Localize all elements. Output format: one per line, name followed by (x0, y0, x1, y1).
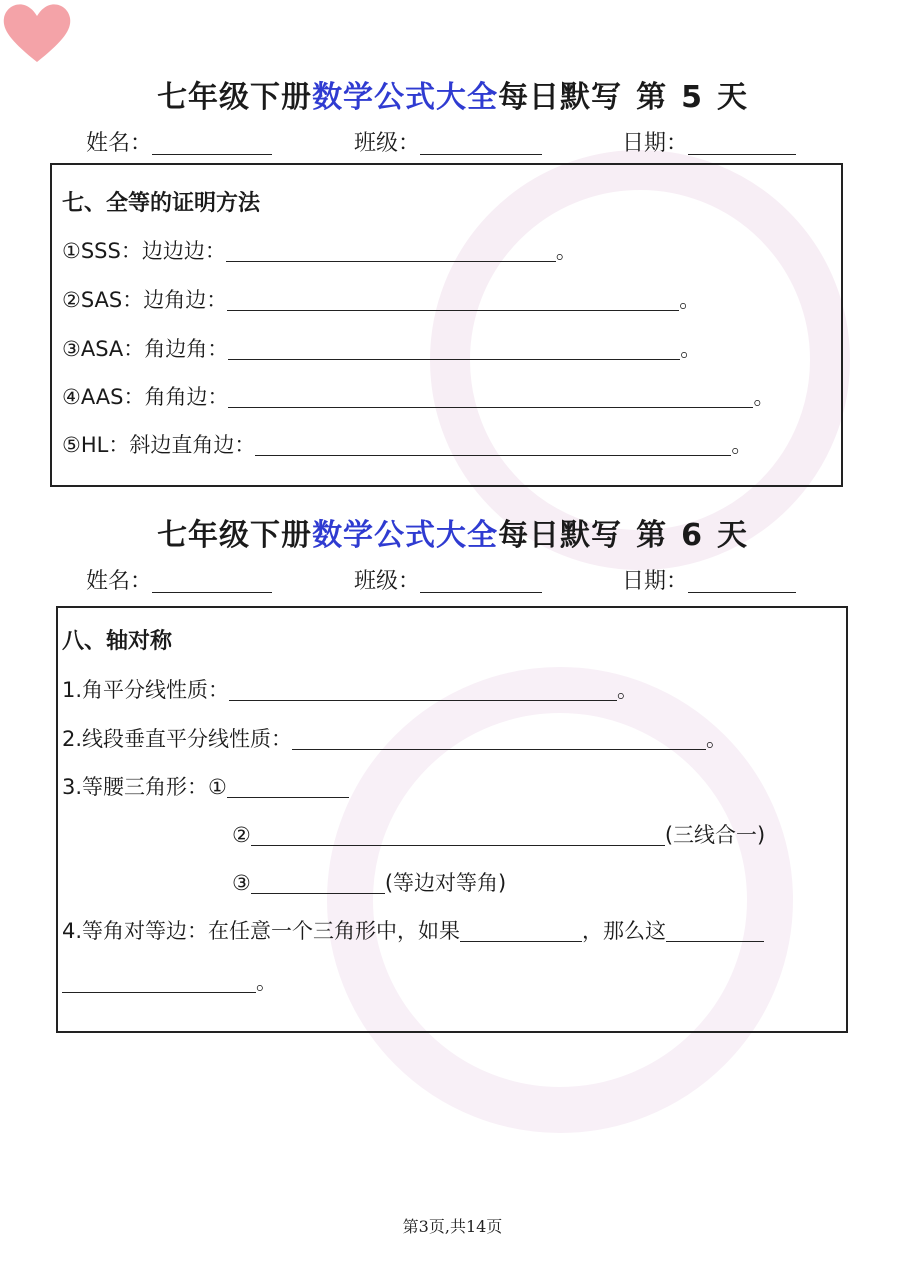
date-label: 日期： (622, 569, 689, 594)
name-blank[interactable] (152, 570, 272, 593)
name-blank[interactable] (152, 132, 272, 155)
answer-blank[interactable] (227, 288, 679, 311)
list-item (62, 966, 277, 996)
title-day: 天 (716, 80, 748, 115)
title-di: 第 (636, 518, 668, 553)
answer-blank[interactable] (666, 919, 764, 942)
answer-blank[interactable] (228, 385, 753, 408)
title-day-number: 6 (681, 518, 703, 553)
item-label: ② (232, 823, 251, 847)
item-label: 2.线段垂直平分线性质： (62, 727, 293, 751)
end-mark: 。 (731, 433, 753, 457)
answer-blank[interactable] (226, 239, 556, 262)
item-label: ①SSS：边边边： (62, 239, 226, 263)
item-label: ③ (232, 871, 251, 895)
item-label: ②SAS：边角边： (62, 288, 228, 312)
list-item (62, 284, 700, 314)
title-di: 第 (636, 80, 668, 115)
item-suffix: (三线合一) (664, 823, 766, 847)
list-item (62, 235, 577, 265)
answer-blank[interactable] (228, 337, 680, 360)
class-field[interactable] (354, 564, 542, 595)
title-day: 天 (716, 518, 748, 553)
end-mark: 。 (617, 678, 639, 702)
list-item (232, 867, 506, 897)
item-suffix: (等边对等角) (384, 871, 507, 895)
class-blank[interactable] (420, 570, 542, 593)
date-blank[interactable] (688, 570, 796, 593)
date-label: 日期： (622, 131, 689, 156)
name-field[interactable] (86, 126, 272, 157)
answer-blank[interactable] (227, 775, 349, 798)
item-label: 3.等腰三角形：① (62, 775, 227, 799)
page-title (0, 510, 905, 554)
title-prefix: 七年级下册 (157, 518, 313, 553)
class-label: 班级： (354, 569, 421, 594)
item-label-middle: ，那么这 (582, 919, 667, 943)
list-item (62, 771, 349, 801)
class-field[interactable] (354, 126, 542, 157)
list-item (62, 915, 764, 945)
answer-blank[interactable] (229, 678, 617, 701)
class-label: 班级： (354, 131, 421, 156)
end-mark: 。 (753, 385, 775, 409)
end-mark: 。 (706, 727, 728, 751)
answer-blank[interactable] (460, 919, 582, 942)
answer-blank[interactable] (62, 970, 256, 993)
list-item (62, 723, 727, 753)
item-label: ④AAS：角角边： (62, 385, 229, 409)
item-label: 1.角平分线性质： (62, 678, 230, 702)
name-label: 姓名： (86, 131, 153, 156)
name-label: 姓名： (86, 569, 153, 594)
list-item (62, 674, 638, 704)
item-label: ⑤HL：斜边直角边： (62, 433, 256, 457)
title-middle: 每日默写 (498, 80, 623, 115)
answer-blank[interactable] (251, 871, 385, 894)
section-title: 八、轴对称 (62, 629, 173, 654)
page-number: 第3页,共14页 (402, 1217, 503, 1236)
section-title: 七、全等的证明方法 (62, 191, 261, 216)
answer-blank[interactable] (292, 727, 706, 750)
title-day-number: 5 (681, 80, 703, 115)
list-item (62, 333, 701, 363)
end-mark: 。 (555, 239, 577, 263)
title-highlight: 数学公式大全 (312, 80, 499, 115)
name-field[interactable] (86, 564, 272, 595)
answer-blank[interactable] (251, 823, 665, 846)
list-item (62, 381, 774, 411)
end-mark: 。 (256, 970, 277, 994)
title-middle: 每日默写 (498, 518, 623, 553)
list-item (232, 819, 765, 849)
title-prefix: 七年级下册 (157, 80, 313, 115)
answer-blank[interactable] (255, 433, 731, 456)
item-label: 4.等角对等边：在任意一个三角形中，如果 (62, 919, 461, 943)
list-item (62, 429, 752, 459)
class-blank[interactable] (420, 132, 542, 155)
end-mark: 。 (680, 337, 702, 361)
date-field[interactable] (622, 564, 796, 595)
date-blank[interactable] (688, 132, 796, 155)
title-highlight: 数学公式大全 (312, 518, 499, 553)
heart-icon (2, 2, 72, 64)
page-title (0, 72, 905, 116)
item-label: ③ASA：角边角： (62, 337, 229, 361)
end-mark: 。 (679, 288, 701, 312)
date-field[interactable] (622, 126, 796, 157)
